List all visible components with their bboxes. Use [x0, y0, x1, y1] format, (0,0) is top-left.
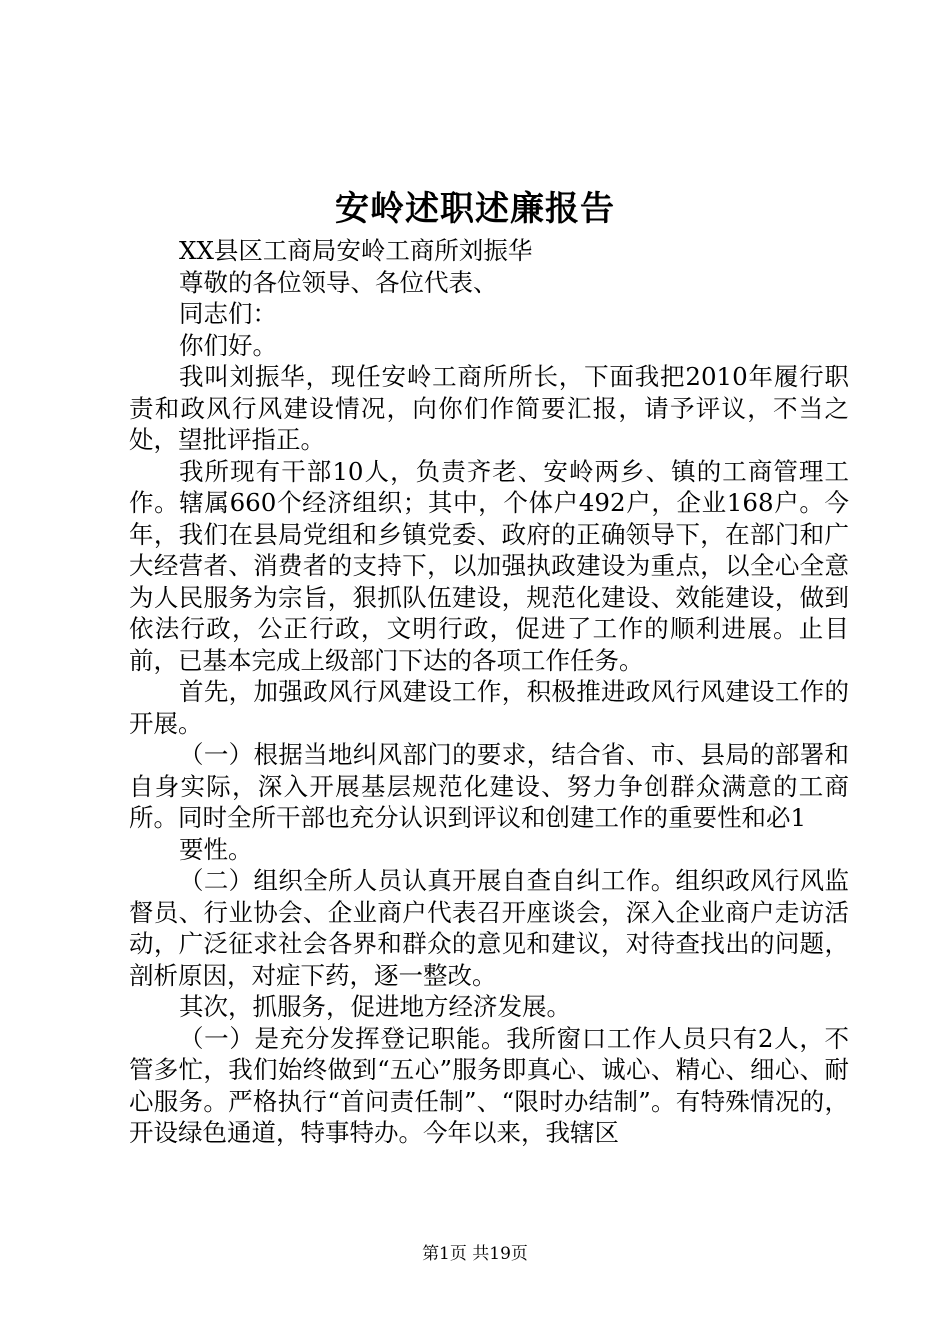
paragraph-second-section: 其次，抓服务，促进地方经济发展。	[179, 992, 571, 1021]
paragraph-author: XX县区工商局安岭工商所刘振华	[179, 236, 533, 265]
paragraph-first-section: 首先，加强政风行风建设工作，积极推进政风行风建设工作的开展。	[129, 677, 849, 738]
paragraph-introduction: 我叫刘振华，现任安岭工商所所长，下面我把2010年履行职责和政风行风建设情况，向你们作简要汇报，请予评议，不当之处，望批评指正。	[129, 362, 849, 454]
paragraph-item-1-continued: 要性。	[179, 834, 253, 864]
paragraph-salutation: 尊敬的各位领导、各位代表、	[179, 267, 498, 297]
paragraph-overview: 我所现有干部10人，负责齐老、安岭两乡、镇的工商管理工作。辖属660个经济组织；其中，个体户492户，企业168户。今年，我们在县局党组和乡镇党委、政府的正确领导下，在部门和广大经营者、消费者的支持下，以加强执政建设为重点，以全心全意为人民服务为宗旨，狠抓队伍建设，规范化建设、效能建设，做到依法行政，公正行政，文明行政，促进了工作的顺利进展。止目前，已基本完成上级部门下达的各项工作任务。	[129, 456, 849, 675]
document-body	[129, 235, 849, 1149]
paragraph-service-item-1: （一）是充分发挥登记职能。我所窗口工作人员只有2人，不管多忙，我们始终做到“五心”服务即真心、诚心、精心、细心、耐心服务。严格执行“首问责任制”、“限时办结制”。有特殊情况的，开设绿色通道，特事特办。今年以来，我辖区	[129, 1023, 849, 1147]
paragraph-item-2: （二）组织全所人员认真开展自查自纠工作。组织政风行风监督员、行业协会、企业商户代表召开座谈会，深入企业商户走访活动，广泛征求社会各界和群众的意见和建议，对待查找出的问题，剖析原因，对症下药，逐一整改。	[129, 866, 849, 990]
document-title: 安岭述职述廉报告	[335, 189, 615, 229]
paragraph-salutation-comrades: 同志们：	[179, 299, 277, 328]
paragraph-item-1: （一）根据当地纠风部门的要求，结合省、市、县局的部署和自身实际，深入开展基层规范化建设、努力争创群众满意的工商所。同时全所干部也充分认识到评议和创建工作的重要性和必1	[129, 740, 849, 832]
page-footer: 第1页 共19页	[422, 1244, 528, 1264]
paragraph-greeting: 你们好。	[179, 330, 277, 360]
